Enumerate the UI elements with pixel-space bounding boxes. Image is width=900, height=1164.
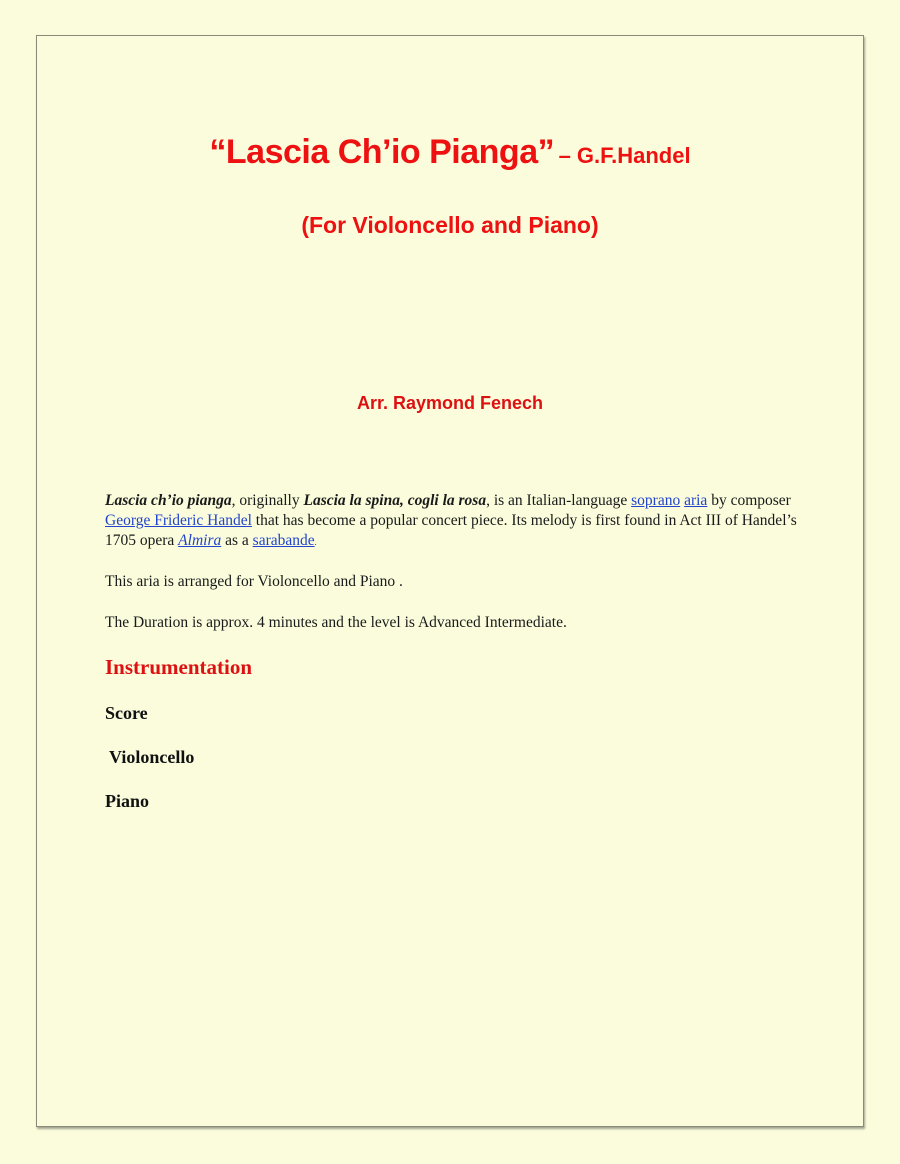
instrument-violoncello: Violoncello	[109, 747, 195, 767]
link-almira[interactable]	[178, 532, 221, 549]
intro-text-1: , originally	[231, 492, 304, 509]
instrumentation-heading: Instrumentation	[105, 655, 253, 679]
arranger-credit: Arr. Raymond Fenech	[356, 393, 544, 413]
page-subtitle: (For Violoncello and Piano)	[301, 212, 599, 238]
page-title	[0, 133, 900, 172]
duration-paragraph: The Duration is approx. 4 minutes and the level is Advanced Intermediate.	[105, 614, 567, 631]
link-handel[interactable]: George Frideric Handel	[105, 512, 252, 529]
title-main: “Lascia Ch’io Pianga”	[209, 133, 555, 171]
intro-text-2: , is an Italian-language	[486, 492, 632, 509]
link-aria[interactable]: aria	[684, 492, 708, 509]
instrument-piano: Piano	[105, 791, 150, 811]
intro-text-3: by composer	[707, 492, 791, 509]
link-sarabande[interactable]: sarabande	[252, 532, 315, 549]
intro-text-4: that has become a popular concert piece. Its melody is first found in Act III of Handel’s 1705 opera	[105, 512, 797, 549]
title-composer: – G.F.Handel	[558, 143, 691, 168]
link-soprano[interactable]: soprano	[631, 492, 681, 509]
intro-paragraph	[105, 491, 805, 553]
intro-original-italic: Lascia la spina, cogli la rosa	[303, 492, 487, 509]
arranged-paragraph: This aria is arranged for Violoncello and Piano .	[105, 573, 403, 590]
intro-title-italic: Lascia ch’io pianga	[105, 492, 232, 509]
intro-text-6: .	[314, 538, 317, 547]
intro-text-5: as a	[221, 532, 253, 549]
instrument-score: Score	[105, 703, 148, 723]
link-almira-label: Almira	[178, 532, 222, 549]
